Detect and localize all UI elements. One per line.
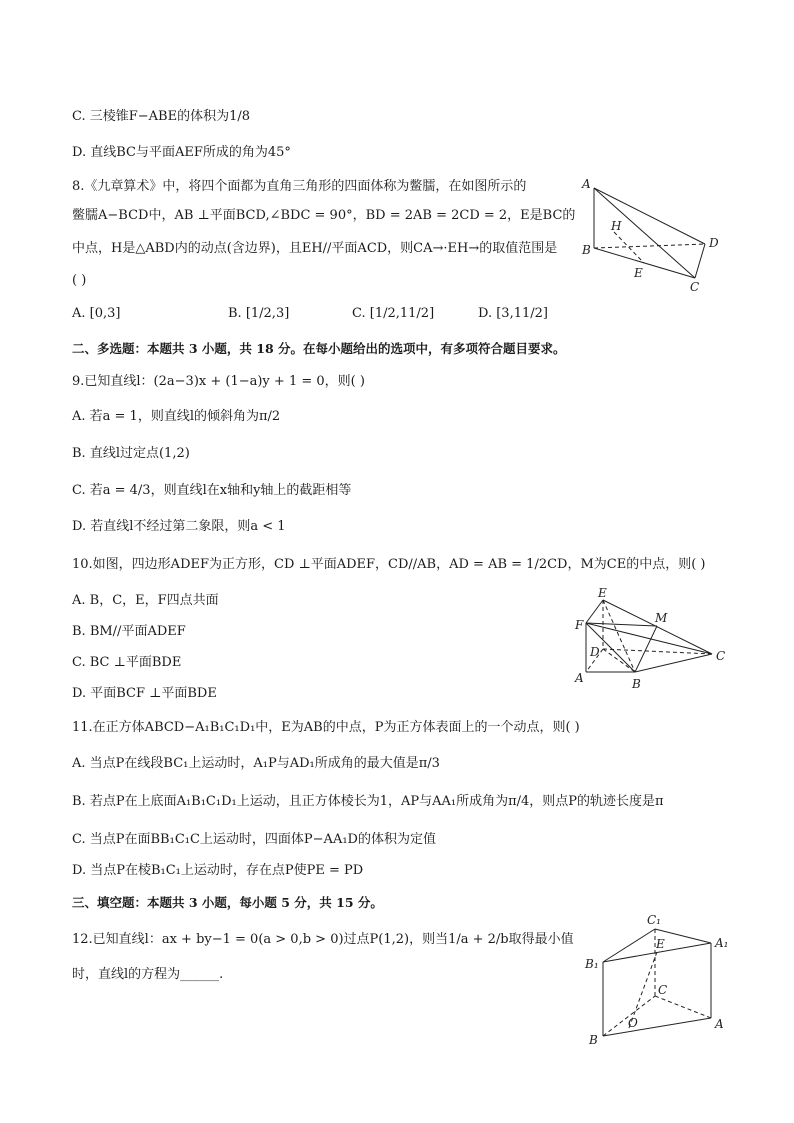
edge-ef xyxy=(586,600,603,623)
q10-option-a: A. B，C，E，F四点共面 xyxy=(72,593,219,608)
q9-option-a: A. 若a = 1，则直线l的倾斜角为π/2 xyxy=(72,409,281,424)
label-d: D xyxy=(709,236,719,250)
label-h: H xyxy=(611,219,622,233)
label-d: D xyxy=(590,645,600,659)
q8-option-d: D. [3,11/2] xyxy=(478,306,548,321)
edge-cd xyxy=(695,244,705,278)
section-2-heading: 二、多选题：本题共 3 小题，共 18 分。在每小题给出的选项中，有多项符合题目要求。 xyxy=(72,341,566,356)
label-b: B xyxy=(589,1033,598,1047)
q11-option-b: B. 若点P在上底面A₁B₁C₁D₁上运动，且正方体棱长为1，AP与AA₁所成角为π/4，则点P的轨迹长度是π xyxy=(72,794,664,809)
q7-option-d: D. 直线BC与平面AEF所成的角为45° xyxy=(72,145,291,160)
q7-option-c: C. 三棱锥F−ABE的体积为1/8 xyxy=(72,109,251,124)
edge-ca xyxy=(655,996,711,1018)
q10-option-b: B. BM//平面ADEF xyxy=(72,624,186,639)
q12-prism-figure xyxy=(582,910,742,1050)
label-a: A xyxy=(715,1017,724,1031)
q8-option-b: B. [1/2,3] xyxy=(228,306,290,321)
label-b: B xyxy=(632,677,641,691)
q8-line-3: 中点，H是△ABD内的动点(含边界)，且EH//平面ACD，则CA→·EH→的取值范围是 xyxy=(72,241,558,256)
edge-bc xyxy=(635,654,712,672)
label-a: A xyxy=(582,177,591,191)
edge-eb xyxy=(603,600,635,672)
q11-option-c: C. 当点P在面BB₁C₁C上运动时，四面体P−AA₁D的体积为定值 xyxy=(72,832,436,847)
label-c: C xyxy=(658,983,668,997)
edge-bm xyxy=(635,626,657,672)
q10-option-c: C. BC ⊥平面BDE xyxy=(72,655,182,670)
q8-option-a: A. [0,3] xyxy=(72,306,121,321)
edge-bd xyxy=(594,244,705,248)
q10-solid-figure xyxy=(566,586,736,696)
q8-line-1: 8.《九章算术》中，将四个面都为直角三角形的四面体称为鳖臑，在如图所示的 xyxy=(72,179,527,194)
label-a1: A₁ xyxy=(715,936,729,950)
q8-tetrahedron-figure xyxy=(578,176,728,294)
q9-option-b: B. 直线l过定点(1,2) xyxy=(72,446,190,461)
q11-option-a: A. 当点P在线段BC₁上运动时，A₁P与AD₁所成角的最大值是π/3 xyxy=(72,756,440,771)
label-o: O xyxy=(628,1016,638,1030)
label-e: E xyxy=(634,266,643,280)
label-a: A xyxy=(575,671,584,685)
edge-ec xyxy=(603,600,712,654)
label-f: F xyxy=(575,618,584,632)
q10-option-d: D. 平面BCF ⊥平面BDE xyxy=(72,686,217,701)
q12-line-1: 12.已知直线l：ax + by−1 = 0(a > 0,b > 0)过点P(1,2)，则当1/a + 2/b取得最小值 xyxy=(72,932,574,947)
label-e: E xyxy=(656,937,665,951)
label-b: B xyxy=(582,243,591,257)
q8-line-4: ( ) xyxy=(72,273,87,288)
q8-option-c: C. [1/2,11/2] xyxy=(352,306,435,321)
q11-stem: 11.在正方体ABCD−A₁B₁C₁D₁中，E为AB的中点，P为正方体表面上的一个动点，则( ) xyxy=(72,720,580,735)
q9-option-d: D. 若直线l不经过第二象限，则a < 1 xyxy=(72,519,286,534)
edge-bc xyxy=(594,248,695,278)
label-c: C xyxy=(690,280,700,294)
label-c1: C₁ xyxy=(647,913,661,927)
label-e: E xyxy=(598,586,607,600)
label-b1: B₁ xyxy=(585,957,599,971)
edge-ac xyxy=(594,188,695,278)
q9-stem: 9.已知直线l：(2a−3)x + (1−a)y + 1 = 0，则( ) xyxy=(72,374,365,389)
label-m: M xyxy=(655,611,668,625)
q12-line-2: 时，直线l的方程为______. xyxy=(72,967,224,982)
q8-line-2: 鳖臑A−BCD中，AB ⊥平面BCD,∠BDC = 90°，BD = 2AB = 2CD = 2，E是BC的 xyxy=(72,208,576,223)
q9-option-c: C. 若a = 4/3，则直线l在x轴和y轴上的截距相等 xyxy=(72,483,352,498)
q11-option-d: D. 当点P在棱B₁C₁上运动时，存在点P使PE = PD xyxy=(72,863,364,878)
edge-ba xyxy=(603,1018,711,1036)
edge-ad xyxy=(594,188,705,244)
section-3-heading: 三、填空题：本题共 3 小题，每小题 5 分，共 15 分。 xyxy=(72,895,383,910)
q10-stem: 10.如图，四边形ADEF为正方形，CD ⊥平面ADEF，CD//AB，AD = AB = 1/2CD，M为CE的中点，则( ) xyxy=(72,557,706,572)
label-c: C xyxy=(716,649,726,663)
